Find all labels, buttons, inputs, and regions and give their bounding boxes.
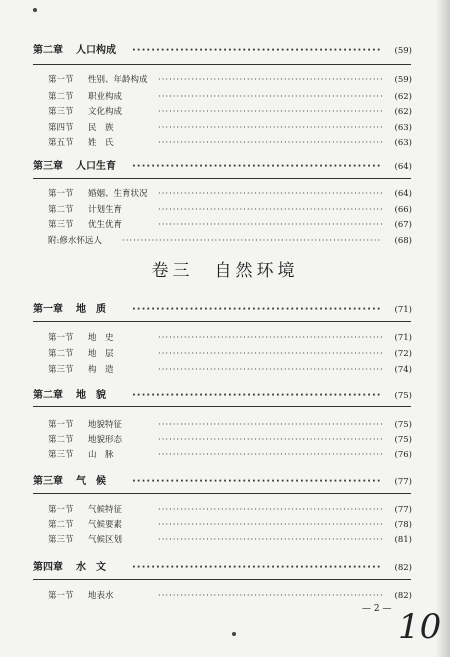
section-entry	[0, 105, 450, 119]
section-entry	[0, 518, 450, 532]
chapter-title: 地 貌	[76, 390, 106, 401]
leader-dots	[132, 561, 382, 575]
chapter-number: 第三章	[33, 161, 63, 172]
section-number: 第二节	[48, 205, 74, 215]
page-number: (64)	[394, 162, 412, 172]
leader-dots	[158, 448, 382, 462]
page-number: (62)	[394, 92, 412, 102]
page-number: (63)	[394, 138, 412, 148]
chapter-divider	[33, 321, 411, 322]
section-number: 第二节	[48, 349, 74, 359]
chapter-divider	[33, 406, 411, 407]
leader-dots	[132, 303, 382, 317]
section-title: 气候区划	[88, 535, 123, 545]
chapter-entry	[0, 389, 450, 403]
page-number: (66)	[394, 205, 412, 215]
section-entry	[0, 90, 450, 104]
chapter-title: 水 文	[76, 562, 106, 573]
chapter-title: 地 质	[76, 304, 106, 315]
chapter-entry	[0, 160, 450, 174]
page-number: (59)	[394, 46, 412, 56]
section-number: 第一节	[48, 420, 74, 430]
page-number: (77)	[394, 477, 412, 487]
section-number: 第二节	[48, 435, 74, 445]
leader-dots	[158, 331, 382, 345]
section-entry	[0, 433, 450, 447]
page-number: (74)	[394, 365, 412, 375]
section-title: 姓 氏	[88, 138, 114, 148]
section-title: 职业构成	[88, 92, 123, 102]
leader-dots	[132, 44, 382, 58]
handwritten-page-number: 10	[398, 607, 442, 647]
chapter-entry	[0, 561, 450, 575]
section-entry	[0, 503, 450, 517]
chapter-entry	[0, 475, 450, 489]
section-number: 第三节	[48, 450, 74, 460]
page-number: (59)	[394, 75, 412, 85]
leader-dots	[158, 90, 382, 104]
appendix-entry	[0, 234, 450, 248]
leader-dots	[158, 503, 382, 517]
page-number: (62)	[394, 107, 412, 117]
page-number: (81)	[394, 535, 412, 545]
section-number: 第一节	[48, 333, 74, 343]
section-title: 构 造	[88, 365, 114, 375]
leader-dots	[132, 160, 382, 174]
section-number: 第三节	[48, 220, 74, 230]
section-title: 计划生育	[88, 205, 123, 215]
leader-dots	[158, 73, 382, 87]
chapter-divider	[33, 64, 411, 65]
section-entry	[0, 448, 450, 462]
leader-dots	[158, 363, 382, 377]
section-entry	[0, 136, 450, 150]
leader-dots	[122, 234, 382, 248]
section-number: 第二节	[48, 520, 74, 530]
appendix-title: 附:修水怀远人	[48, 236, 102, 246]
section-number: 第五节	[48, 138, 74, 148]
chapter-title: 人口构成	[76, 45, 116, 56]
leader-dots	[158, 187, 382, 201]
section-number: 第一节	[48, 505, 74, 515]
section-title: 地貌形态	[88, 435, 123, 445]
page-number: (67)	[394, 220, 412, 230]
chapter-number: 第一章	[33, 304, 63, 315]
section-title: 地貌特征	[88, 420, 123, 430]
page-number: (77)	[394, 505, 412, 515]
section-entry	[0, 218, 450, 232]
chapter-title: 气 候	[76, 476, 106, 487]
page-number: (75)	[394, 420, 412, 430]
section-number: 第一节	[48, 189, 74, 199]
section-number: 第三节	[48, 365, 74, 375]
leader-dots	[158, 121, 382, 135]
chapter-entry	[0, 44, 450, 58]
leader-dots	[132, 475, 382, 489]
section-entry	[0, 331, 450, 345]
section-number: 第三节	[48, 107, 74, 117]
leader-dots	[158, 136, 382, 150]
page-number: (82)	[394, 563, 412, 573]
section-entry	[0, 121, 450, 135]
volume-heading: 卷三 自然环境	[151, 261, 299, 281]
page-number: (71)	[394, 305, 412, 315]
chapter-number: 第四章	[33, 562, 63, 573]
page-number: (82)	[394, 591, 412, 601]
chapter-title: 人口生育	[76, 161, 116, 172]
section-entry	[0, 533, 450, 547]
section-entry	[0, 418, 450, 432]
section-number: 第一节	[48, 591, 74, 601]
leader-dots	[158, 433, 382, 447]
scan-speck	[232, 632, 236, 636]
section-title: 民 族	[88, 123, 114, 133]
leader-dots	[132, 389, 382, 403]
section-title: 气候特征	[88, 505, 123, 515]
leader-dots	[158, 105, 382, 119]
page-number: (68)	[394, 236, 412, 246]
page-number: (72)	[394, 349, 412, 359]
section-entry	[0, 363, 450, 377]
page-number: (63)	[394, 123, 412, 133]
leader-dots	[158, 203, 382, 217]
page-number: (75)	[394, 391, 412, 401]
section-entry	[0, 187, 450, 201]
section-entry	[0, 347, 450, 361]
chapter-entry	[0, 303, 450, 317]
chapter-number: 第三章	[33, 476, 63, 487]
page-number: (78)	[394, 520, 412, 530]
section-title: 婚姻、生育状况	[88, 189, 148, 199]
section-title: 优生优育	[88, 220, 123, 230]
leader-dots	[158, 518, 382, 532]
section-number: 第二节	[48, 92, 74, 102]
page-number: (76)	[394, 450, 412, 460]
leader-dots	[158, 589, 382, 603]
section-entry	[0, 589, 450, 603]
leader-dots	[158, 418, 382, 432]
section-title: 地 层	[88, 349, 114, 359]
chapter-number: 第二章	[33, 45, 63, 56]
chapter-divider	[33, 579, 411, 580]
page-number: (75)	[394, 435, 412, 445]
section-title: 气候要素	[88, 520, 123, 530]
page-folio: — 2 —	[362, 604, 392, 614]
chapter-number: 第二章	[33, 390, 63, 401]
page-number: (64)	[394, 189, 412, 199]
section-title: 性别、年龄构成	[88, 75, 148, 85]
section-title: 山 脉	[88, 450, 114, 460]
scan-speck	[33, 8, 37, 12]
section-number: 第三节	[48, 535, 74, 545]
section-title: 地 史	[88, 333, 114, 343]
chapter-divider	[33, 493, 411, 494]
section-title: 文化构成	[88, 107, 123, 117]
chapter-divider	[33, 178, 411, 179]
leader-dots	[158, 533, 382, 547]
section-number: 第一节	[48, 75, 74, 85]
section-entry	[0, 203, 450, 217]
section-title: 地表水	[88, 591, 114, 601]
leader-dots	[158, 218, 382, 232]
section-entry	[0, 73, 450, 87]
page-number: (71)	[394, 333, 412, 343]
section-number: 第四节	[48, 123, 74, 133]
leader-dots	[158, 347, 382, 361]
